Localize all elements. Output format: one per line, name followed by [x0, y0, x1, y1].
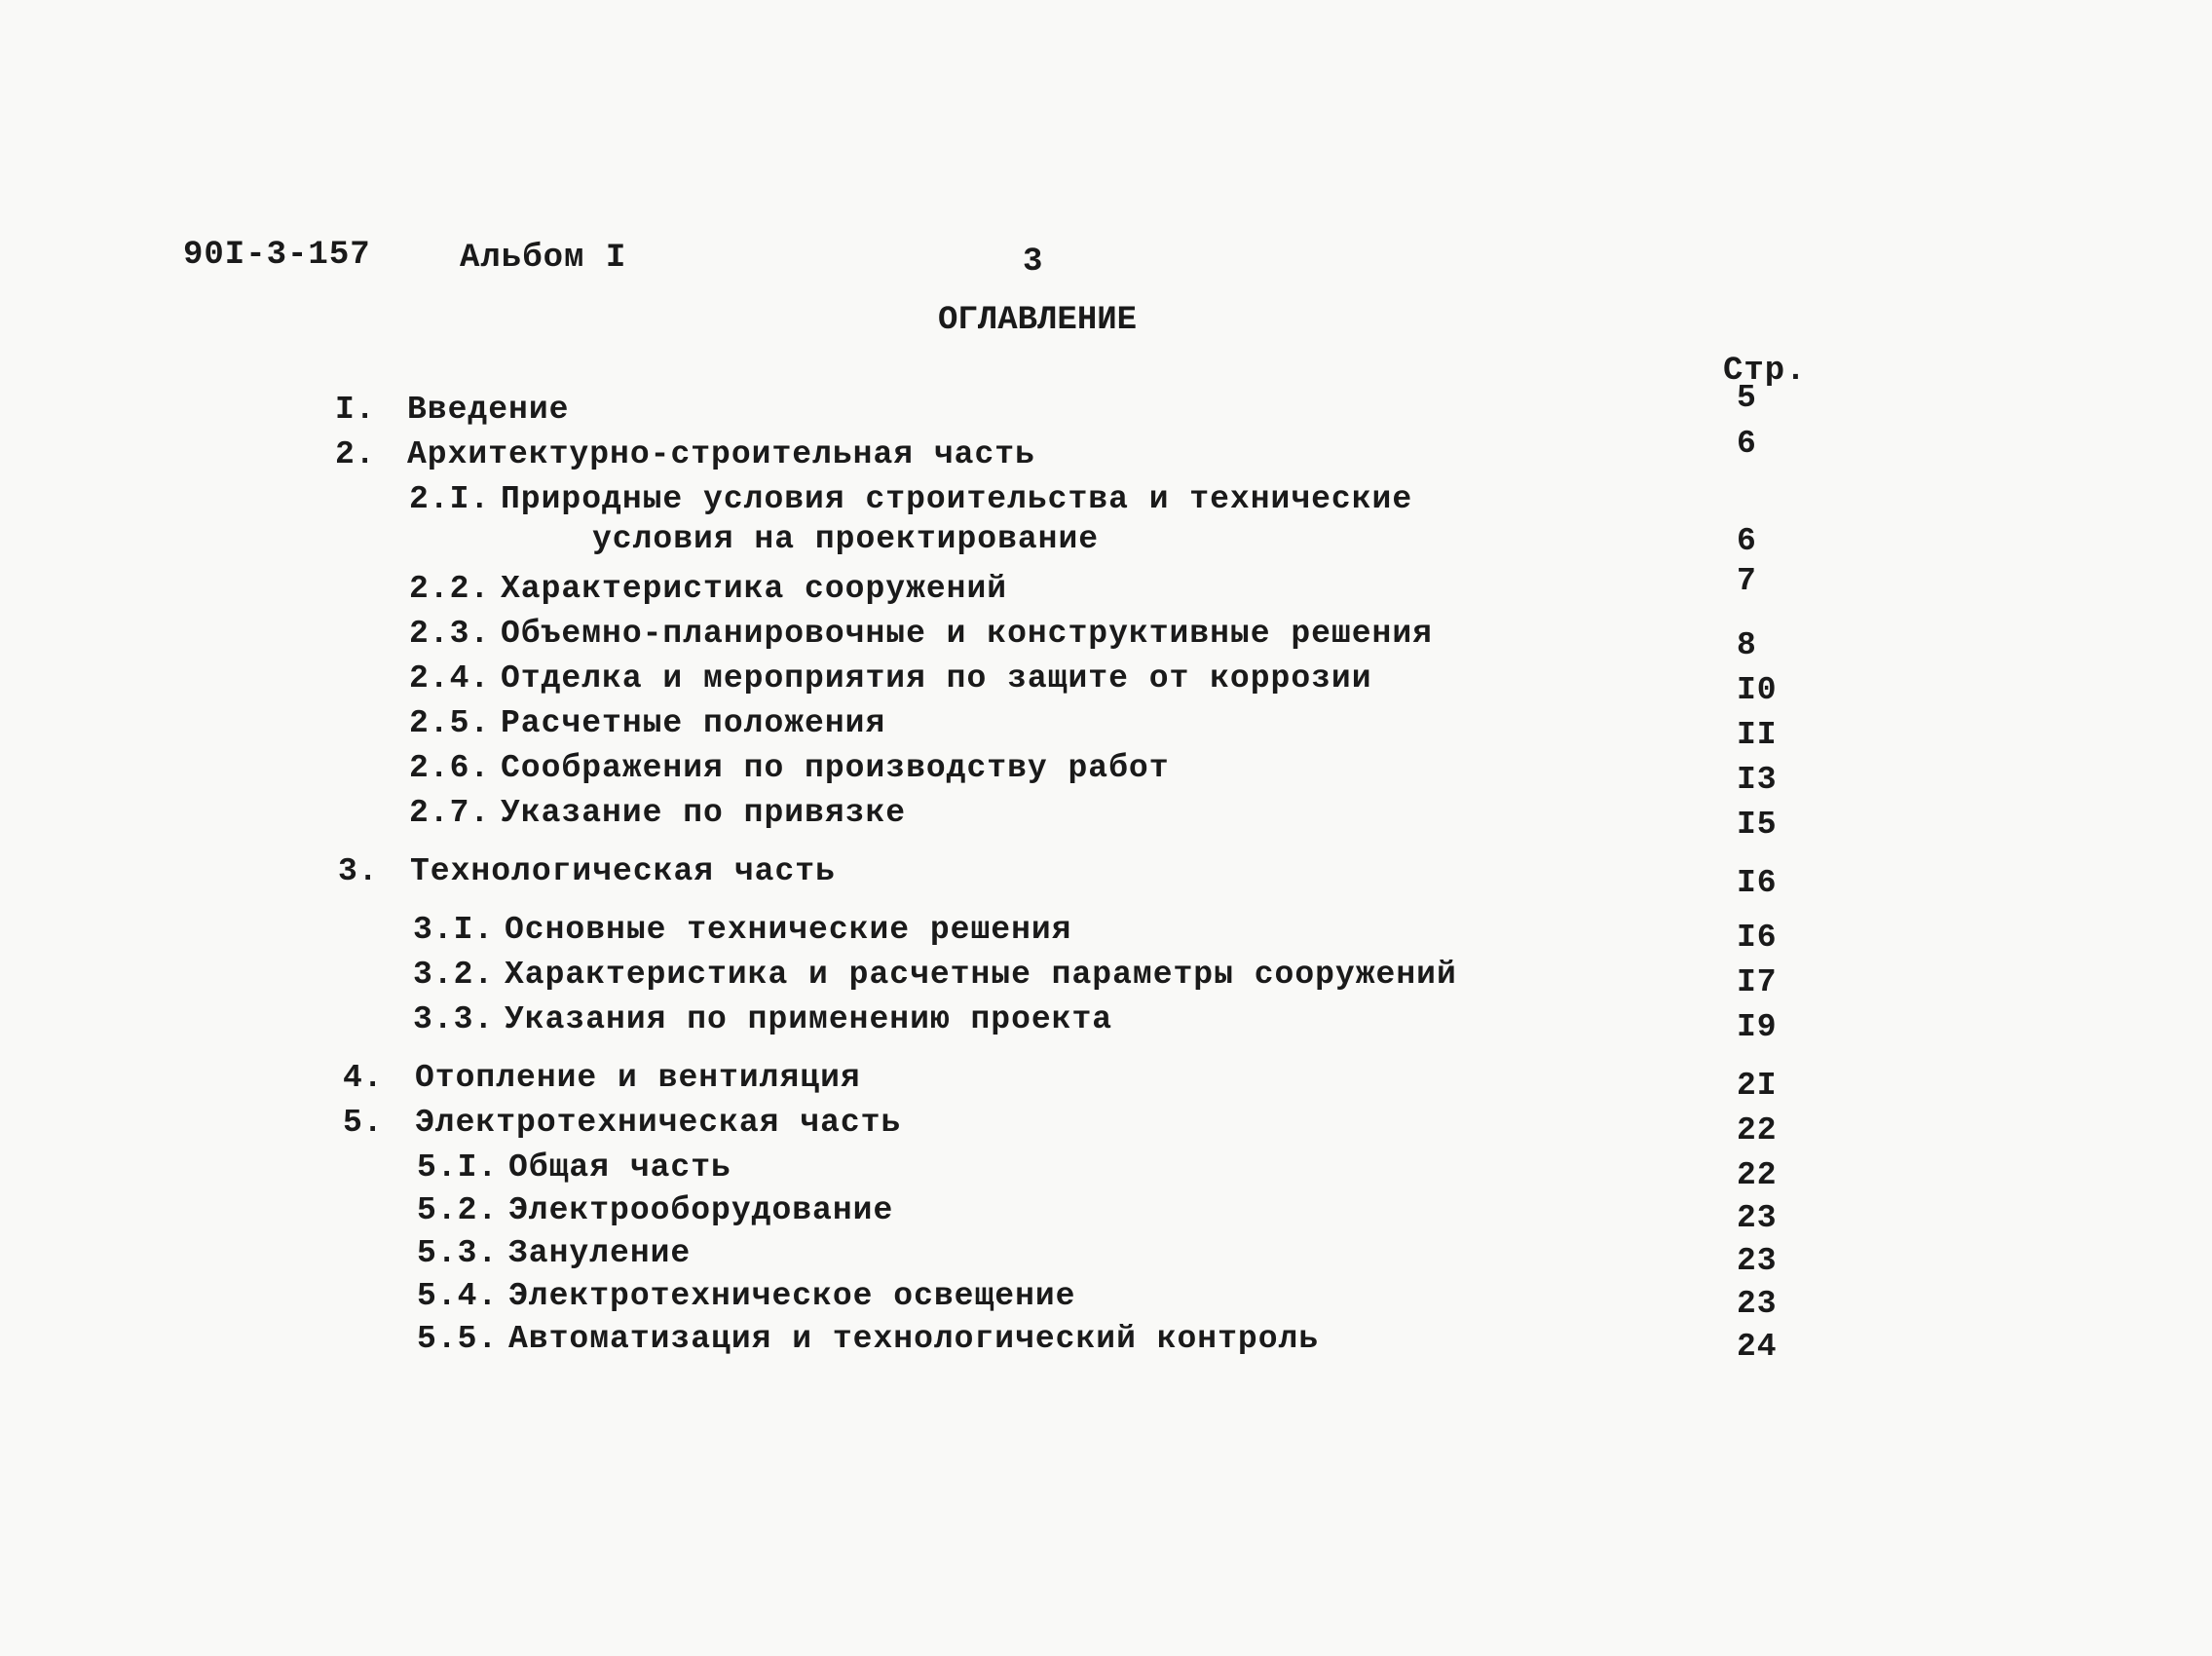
- toc-entry-page: 22: [1737, 1157, 1778, 1193]
- toc-entry-title-line: Соображения по производству работ: [501, 750, 1170, 786]
- toc-entry: [0, 426, 2212, 481]
- toc-entry-title-line: Отопление и вентиляция: [415, 1060, 861, 1096]
- page-column-label: Стр.: [1723, 353, 1807, 390]
- toc-entry-number: 5.5.: [417, 1321, 499, 1357]
- toc-entry-page: I6: [1737, 920, 1778, 956]
- toc-entry-title-line: Расчетные положения: [501, 705, 886, 741]
- toc-entry: [0, 705, 2212, 753]
- toc-entry-page: 24: [1737, 1329, 1778, 1365]
- toc-entry-title-line: Объемно-планировочные и конструктивные решения: [501, 616, 1433, 652]
- toc-entry-title-line: Общая часть: [508, 1149, 731, 1186]
- toc-entry: [0, 750, 2212, 798]
- toc-entry-title-line: Электрооборудование: [508, 1192, 894, 1228]
- toc-entry-title: [508, 1235, 691, 1271]
- toc-entry-number: 2.2.: [409, 571, 491, 607]
- toc-entry-title-line: Отделка и мероприятия по защите от коррозии: [501, 660, 1372, 696]
- toc-entry-title: [508, 1149, 731, 1186]
- toc-entry: [0, 481, 2212, 559]
- toc-entry-title: [505, 957, 1457, 993]
- toc-entry-number: 2.3.: [409, 616, 491, 652]
- toc-entry-number: 2.6.: [409, 750, 491, 786]
- toc-entry-title: [415, 1060, 861, 1096]
- toc-entry-page: 23: [1737, 1243, 1778, 1279]
- toc-entry-number: 5.4.: [417, 1278, 499, 1314]
- toc-entry-title: [508, 1278, 1076, 1314]
- toc-entry-page: 7: [1737, 563, 1757, 599]
- toc-entry-page: 23: [1737, 1286, 1778, 1322]
- toc-entry: [0, 616, 2212, 663]
- toc-entry-title-line: Электротехническая часть: [415, 1105, 902, 1141]
- toc-entry-page: 2I: [1737, 1068, 1778, 1104]
- toc-entry-title-line: Указания по применению проекта: [505, 1001, 1113, 1037]
- toc-entry: [0, 380, 2212, 436]
- toc-entry-page: I9: [1737, 1009, 1778, 1045]
- toc-entry-number: 2.I.: [409, 481, 491, 517]
- toc-entry-title: [501, 705, 885, 741]
- toc-entry: [0, 660, 2212, 708]
- toc-entry-number: 4.: [343, 1060, 384, 1096]
- toc-entry: [0, 1001, 2212, 1046]
- toc-entry-title-line: Основные технические решения: [505, 912, 1072, 948]
- toc-entry-title-line: Характеристика сооружений: [501, 571, 1008, 607]
- toc-entry-page: I7: [1737, 964, 1778, 1000]
- toc-entry-title: [501, 660, 1372, 696]
- toc-entry-title-continuation: условия на проектирование: [592, 521, 1100, 557]
- toc-entry: [0, 1105, 2212, 1149]
- document-code: 90I-3-157: [183, 237, 371, 274]
- toc-entry-title: [501, 481, 1412, 557]
- toc-entry: [0, 1192, 2212, 1237]
- toc-entry: [0, 1278, 2212, 1323]
- toc-entry-page: I5: [1737, 807, 1778, 843]
- toc-entry-number: 5.2.: [417, 1192, 499, 1228]
- toc-entry-title: [505, 1001, 1112, 1037]
- toc-entry-page: I0: [1737, 672, 1778, 708]
- toc-entry-page: 22: [1737, 1112, 1778, 1148]
- toc-entry-title-line: Электротехническое освещение: [508, 1278, 1076, 1314]
- toc-entry-number: 5.I.: [417, 1149, 499, 1186]
- album-label: Альбом I: [460, 240, 627, 277]
- toc-entry-number: I.: [335, 392, 376, 428]
- toc-entry: [0, 957, 2212, 1001]
- toc-entry: [0, 563, 2212, 616]
- toc-entry-number: 5.3.: [417, 1235, 499, 1271]
- toc-entry-title: [501, 616, 1433, 652]
- toc-entry-title: [407, 436, 1035, 472]
- toc-entry-number: 2.: [335, 436, 376, 472]
- toc-entry-number: 3.2.: [413, 957, 495, 993]
- toc-entry-page: I3: [1737, 762, 1778, 798]
- toc-entry-number: 5.: [343, 1105, 384, 1141]
- toc-entry-title: [410, 853, 836, 889]
- toc-entry-title-line: Зануление: [508, 1235, 692, 1271]
- toc-entry-page: 6: [1737, 426, 1757, 462]
- toc-entry-title: [508, 1192, 893, 1228]
- toc-entry: [0, 1060, 2212, 1105]
- toc-entry-number: 2.7.: [409, 795, 491, 831]
- toc-entry-page: 23: [1737, 1200, 1778, 1236]
- page-number: 3: [1023, 244, 1044, 281]
- toc-entry-title: [501, 571, 1007, 607]
- toc-entry: [0, 853, 2212, 901]
- toc-entry-title-line: Архитектурно-строительная часть: [407, 436, 1035, 472]
- toc-entry-number: 3.I.: [413, 912, 495, 948]
- toc-entry-number: 3.: [338, 853, 379, 889]
- toc-entry-title: [505, 912, 1072, 948]
- toc-entry-page: 8: [1737, 627, 1757, 663]
- toc-entry: [0, 1235, 2212, 1280]
- toc-entry-page: II: [1737, 717, 1778, 753]
- toc-title: ОГЛАВЛЕНИЕ: [938, 302, 1138, 339]
- toc-entry-number: 2.4.: [409, 660, 491, 696]
- toc-entry-page: 6: [1737, 523, 1757, 559]
- toc-entry-title: [501, 750, 1170, 786]
- toc-entry-title: [501, 795, 906, 831]
- toc-entry-title: [415, 1105, 901, 1141]
- toc-entry: [0, 1149, 2212, 1194]
- toc-entry-number: 3.3.: [413, 1001, 495, 1037]
- toc-entry-title-line: Технологическая часть: [410, 853, 836, 889]
- toc-entry-title: [407, 392, 569, 428]
- toc-entry: [0, 795, 2212, 843]
- toc-entry-page: 5: [1737, 380, 1757, 416]
- toc-entry-title-line: Указание по привязке: [501, 795, 907, 831]
- toc-entry: [0, 912, 2212, 957]
- toc-entry-title-line: Введение: [407, 392, 570, 428]
- toc-entry-number: 2.5.: [409, 705, 491, 741]
- toc-entry: [0, 1321, 2212, 1366]
- toc-entry-page: I6: [1737, 865, 1778, 901]
- toc-entry-title-line: Автоматизация и технологический контроль: [508, 1321, 1320, 1357]
- toc-entry-title-line: Природные условия строительства и технические: [501, 481, 1413, 517]
- toc-entry-title-line: Характеристика и расчетные параметры сооружений: [505, 957, 1457, 993]
- toc-entry-title: [508, 1321, 1319, 1357]
